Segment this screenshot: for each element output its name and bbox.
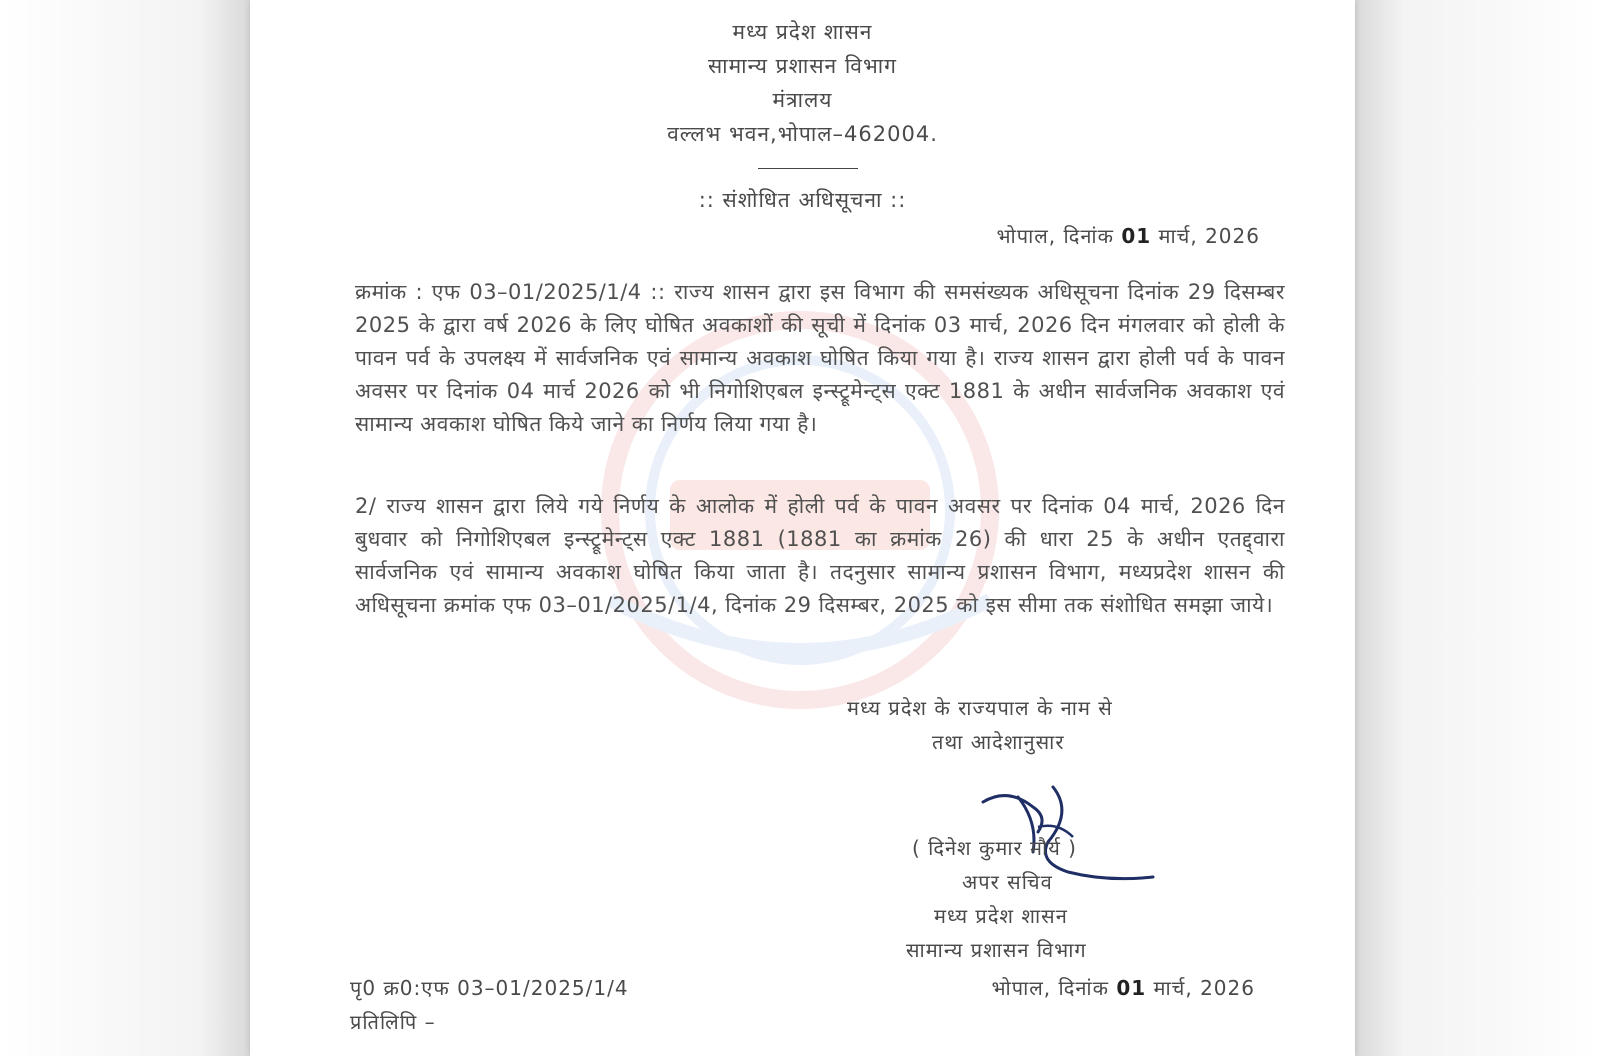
date-line [996, 222, 1260, 249]
footer-date-line [991, 974, 1255, 1001]
document-page [250, 0, 1355, 1056]
footer-date-day: 01 [1116, 976, 1147, 1000]
signatory-org-2: सामान्य प्रशासन विभाग [906, 938, 1087, 962]
footer-date-prefix: भोपाल, दिनांक [991, 976, 1109, 1000]
footer-date-suffix: मार्च, 2026 [1153, 976, 1255, 1000]
date-day: 01 [1121, 224, 1152, 248]
date-suffix: मार्च, 2026 [1158, 224, 1260, 248]
document-title: :: संशोधित अधिसूचना :: [698, 188, 907, 212]
closing-line-2: तथा आदेशानुसार [932, 730, 1065, 754]
left-margin-shadow [0, 0, 250, 1056]
right-margin-shadow [1355, 0, 1600, 1056]
header-divider [758, 168, 858, 169]
date-prefix: भोपाल, दिनांक [996, 224, 1114, 248]
closing-line-1: मध्य प्रदेश के राज्यपाल के नाम से [847, 696, 1113, 720]
signatory-name: ( दिनेश कुमार मौर्य ) [912, 836, 1077, 860]
header-line-1: मध्य प्रदेश शासन [732, 20, 873, 44]
paragraph-2: 2/ राज्य शासन द्वारा लिये गये निर्णय के आलोक में होली पर्व के पावन अवसर पर दिनांक 04 मार्च, 2026 दिन बुधवार को निगोशिएबल इन्स्ट्रूमेन्ट्स एक्ट 1881 (1881 का क्रमांक 26) की धारा 25 के अधीन एतद्द्वारा सार्वजनिक एवं सामान्य अवकाश घोषित किया जाता है। तदनुसार सामान्य प्रशासन विभाग, मध्यप्रदेश शासन की अधिसूचना क्रमांक एफ 03–01/2025/1/4, दिनांक 29 दिसम्बर, 2025 को इस सीमा तक संशोधित समझा जाये। [355, 494, 1285, 617]
paragraph-1: क्रमांक : एफ 03–01/2025/1/4 :: राज्य शासन द्वारा इस विभाग की समसंख्यक अधिसूचना दिनांक 29 दिसम्बर 2025 के द्वारा वर्ष 2026 के लिए घोषित अवकाशों की सूची में दिनांक 03 मार्च, 2026 दिन मंगलवार को होली के पावन पर्व के उपलक्ष्य में सार्वजनिक एवं सामान्य अवकाश घोषित किया गया है। राज्य शासन द्वारा होली पर्व के पावन अवसर पर दिनांक 04 मार्च 2026 को भी निगोशिएबल इन्स्ट्रूमेन्ट्स एक्ट 1881 के अधीन सार्वजनिक अवकाश एवं सामान्य अवकाश घोषित किये जाने का निर्णय लिया गया है। [355, 280, 1285, 436]
header-address: वल्लभ भवन,भोपाल–462004. [667, 122, 938, 146]
signatory-org-1: मध्य प्रदेश शासन [934, 904, 1068, 928]
footer-copy: प्रतिलिपि – [350, 1010, 436, 1034]
footer-reference: पृ0 क्र0:एफ 03–01/2025/1/4 [350, 976, 629, 1000]
header-line-2: सामान्य प्रशासन विभाग [707, 54, 898, 78]
signatory-designation: अपर सचिव [962, 870, 1053, 894]
header-line-3: मंत्रालय [772, 88, 833, 112]
